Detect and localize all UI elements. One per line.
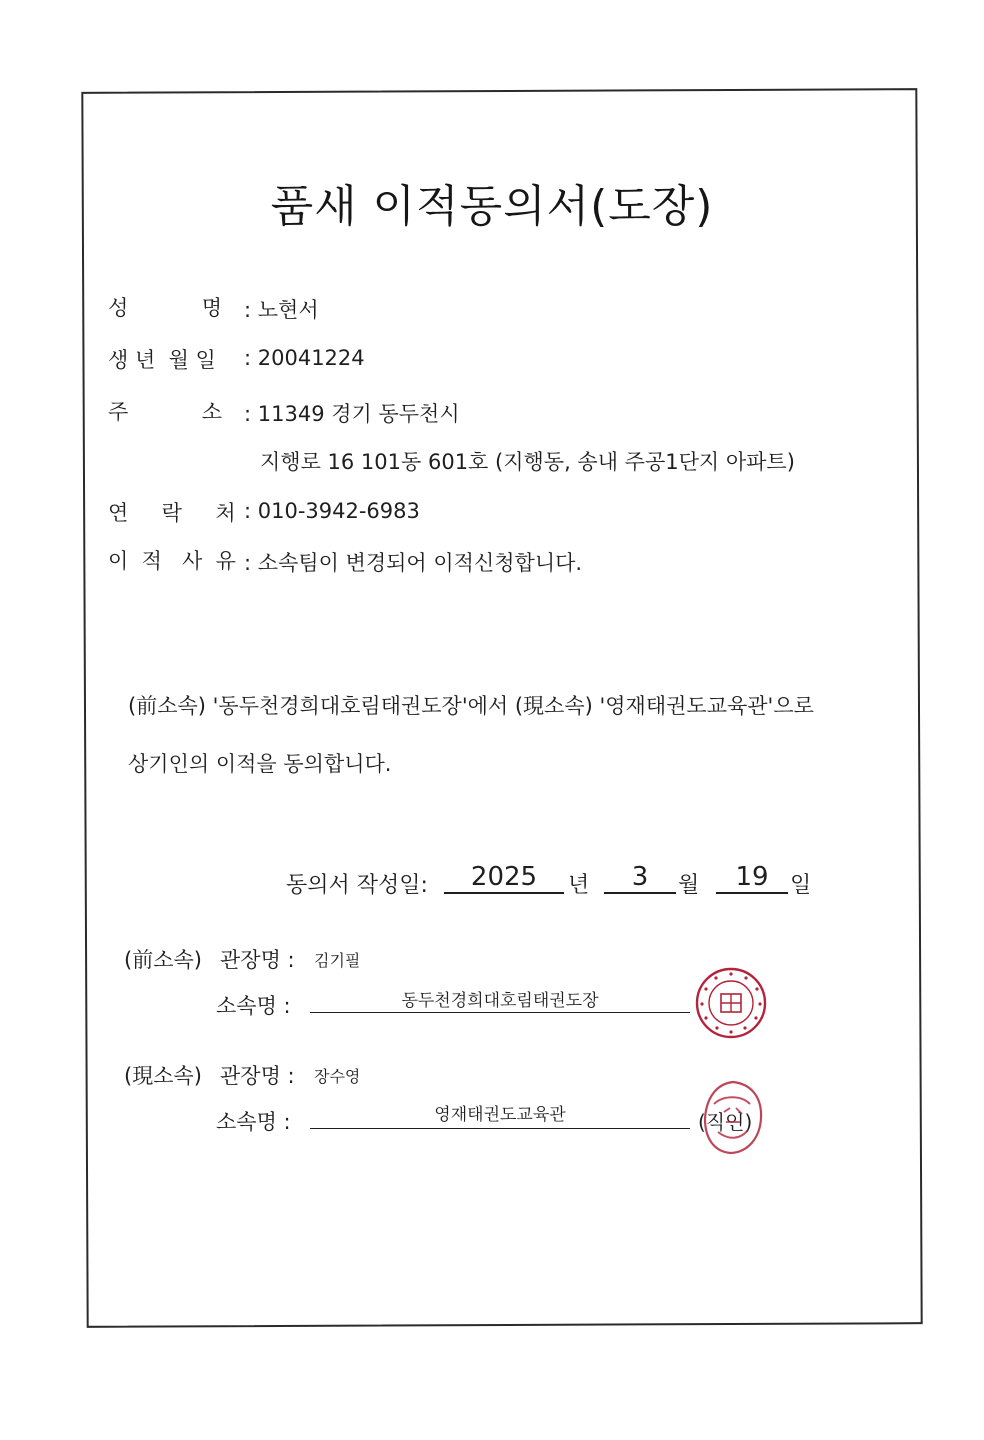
address-value-line2: 지행로 16 101동 601호 (지행동, 송내 주공1단지 아파트) <box>260 450 795 474</box>
date-month: 3 <box>604 862 676 894</box>
name-label: 성 명 <box>108 296 223 320</box>
prev-prefix: (前소속) <box>124 948 202 972</box>
cur-seal-paren: (직인) <box>698 1110 753 1134</box>
consent-line-1: (前소속) '동두천경희대호림태권도장'에서 (現소속) '영재태권도교육관'으로 <box>128 694 814 718</box>
cur-director-name: 장수영 <box>314 1067 361 1086</box>
reason-label: 이 적 사 유 <box>108 549 236 573</box>
prev-director-name: 김기필 <box>314 951 361 970</box>
prev-gym-label: 소속명 : <box>216 994 291 1018</box>
cur-gym-underline <box>310 1128 690 1129</box>
cur-prefix: (現소속) <box>124 1064 202 1088</box>
document-title: 품새 이적동의서(도장) <box>270 181 714 232</box>
cur-gym-label: 소속명 : <box>216 1110 291 1134</box>
consent-line-2: 상기인의 이적을 동의합니다. <box>128 752 392 776</box>
prev-gym-underline <box>310 1012 690 1013</box>
date-day-unit: 일 <box>790 873 812 898</box>
name-value: : 노현서 <box>244 298 319 322</box>
contact-label: 연 락 처 <box>108 501 236 525</box>
date-day: 19 <box>716 862 788 894</box>
address-label: 주 소 <box>108 400 223 424</box>
birth-value: : 20041224 <box>244 346 365 370</box>
date-label: 동의서 작성일: <box>286 873 428 898</box>
contact-value: : 010-3942-6983 <box>244 499 420 523</box>
cur-gym-name: 영재태권도교육관 <box>434 1105 566 1125</box>
prev-gym-seal <box>694 966 768 1040</box>
date-year-unit: 년 <box>568 873 590 898</box>
cur-gym-seal <box>700 1078 766 1158</box>
cur-director-label: 관장명 : <box>220 1064 295 1088</box>
date-month-unit: 월 <box>678 873 700 898</box>
prev-director-label: 관장명 : <box>220 948 295 972</box>
prev-gym-name: 동두천경희대호림태권도장 <box>401 991 599 1011</box>
address-value: : 11349 경기 동두천시 <box>244 402 460 426</box>
birth-label: 생 년 월 일 <box>108 348 216 372</box>
date-year: 2025 <box>444 862 564 894</box>
reason-value: : 소속팀이 변경되어 이적신청합니다. <box>244 551 583 575</box>
